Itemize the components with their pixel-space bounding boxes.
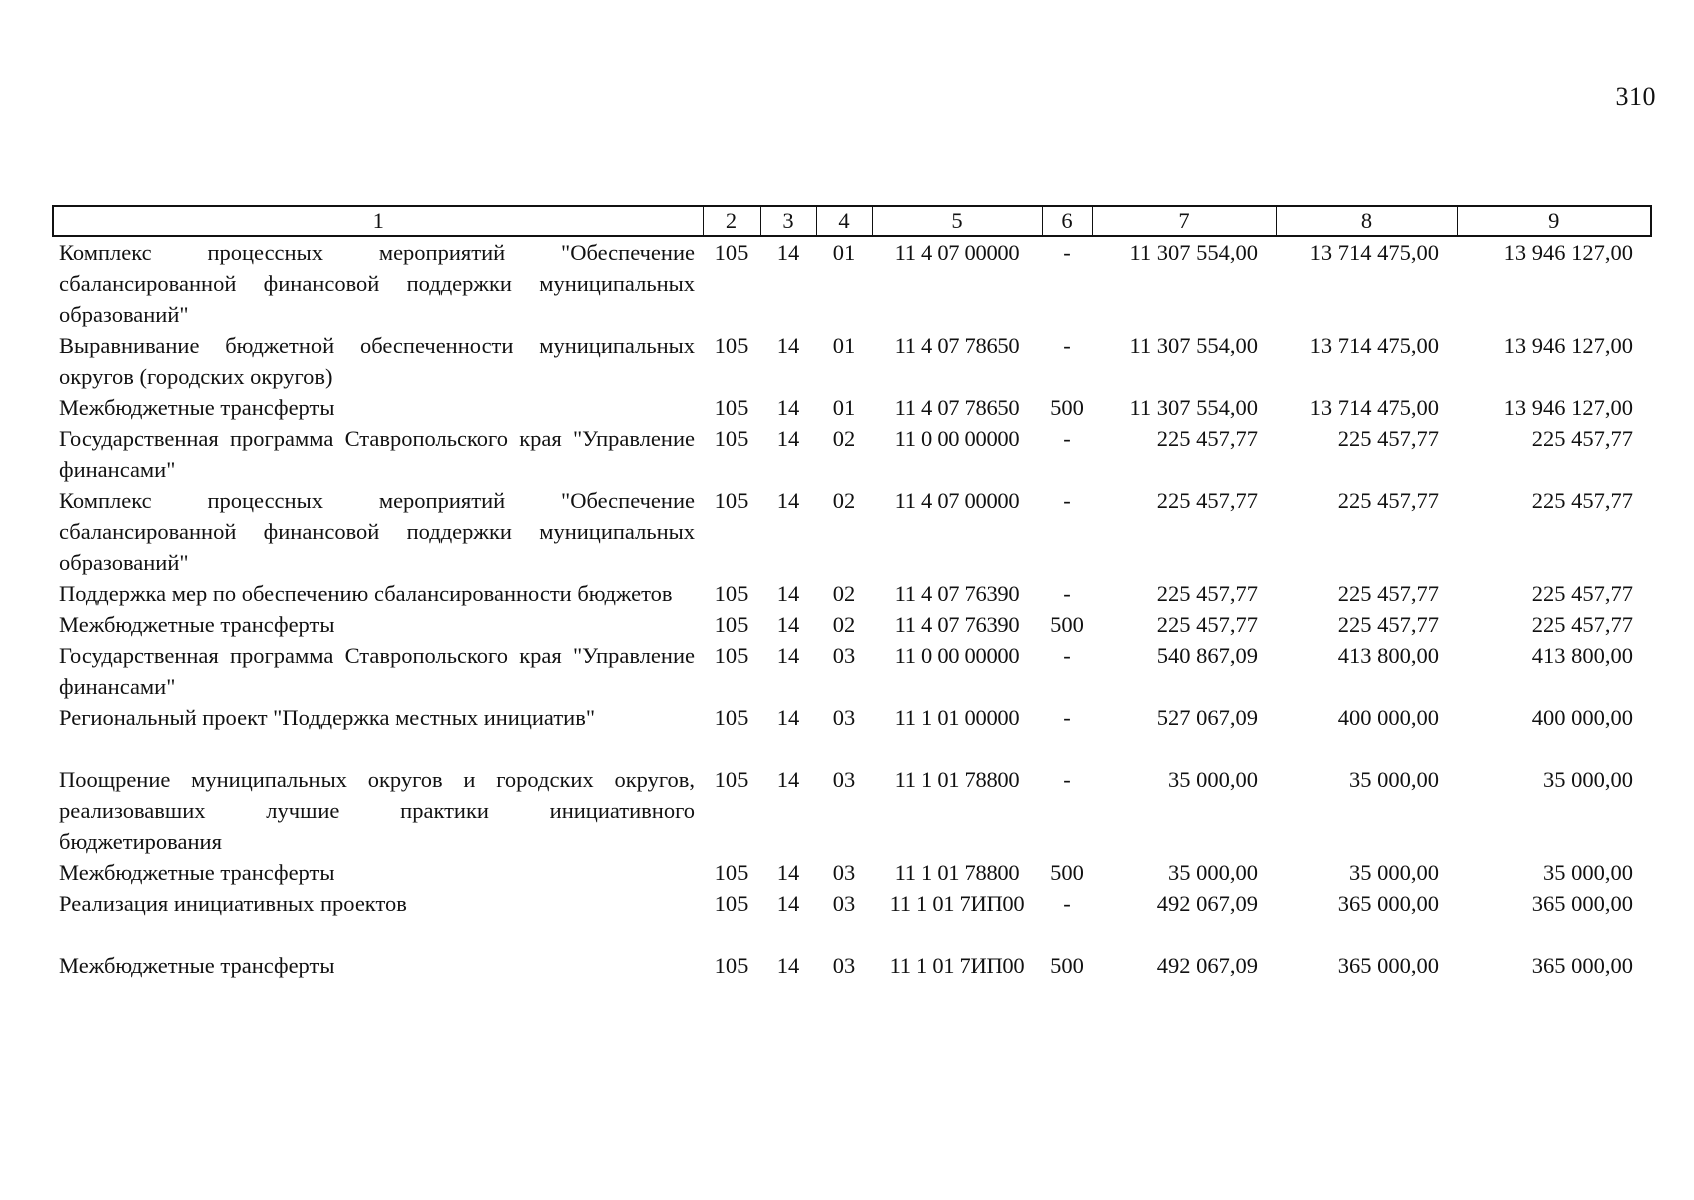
row-col-4: 01 [832,333,856,358]
row-col-7: 492 067,09 [1156,953,1258,978]
row-col-3: 14 [776,612,800,637]
row-col-5: 11 1 01 00000 [894,705,1020,730]
row-col-6: 500 [1050,612,1084,637]
row-name: Поощрение муниципальных округов и городских округов, реализовавших лучшие практики инициативного бюджетирования [59,767,695,854]
header-cell-4: 4 [816,206,872,236]
row-name: Комплекс процессных мероприятий "Обеспечение сбалансированной финансовой поддержки муниципальных образований" [59,240,695,327]
row-col-8: 225 457,77 [1337,426,1439,451]
row-col-4: 03 [832,705,856,730]
row-col-5: 11 4 07 78650 [894,395,1020,420]
row-col-4: 03 [832,767,856,792]
row-col-9: 400 000,00 [1531,705,1633,730]
row-col-9: 35 000,00 [1543,767,1633,792]
row-col-7: 11 307 554,00 [1129,395,1258,420]
row-col-7: 225 457,77 [1156,612,1258,637]
row-col-2: 105 [714,767,749,792]
row-col-8: 35 000,00 [1349,767,1439,792]
table-row [53,578,1651,609]
row-col-5: 11 4 07 76390 [894,581,1020,606]
table-row [53,888,1651,950]
row-col-3: 14 [776,643,800,668]
header-cell-5: 5 [872,206,1042,236]
table-row [53,950,1651,981]
header-cell-2: 2 [703,206,760,236]
table-header [53,206,1651,236]
row-col-7: 225 457,77 [1156,581,1258,606]
row-col-2: 105 [714,860,749,885]
row-name: Государственная программа Ставропольского края "Управление финансами" [59,426,695,482]
table-row [53,640,1651,702]
row-col-8: 413 800,00 [1337,643,1439,668]
row-col-3: 14 [776,426,800,451]
row-col-7: 11 307 554,00 [1129,240,1258,265]
table-body [53,236,1651,981]
row-col-3: 14 [776,581,800,606]
row-name: Межбюджетные трансферты [59,953,335,978]
row-col-9: 225 457,77 [1531,426,1633,451]
row-col-9: 225 457,77 [1531,612,1633,637]
row-col-9: 365 000,00 [1531,953,1633,978]
row-name: Комплекс процессных мероприятий "Обеспечение сбалансированной финансовой поддержки муниципальных образований" [59,488,695,575]
row-col-7: 540 867,09 [1156,643,1258,668]
row-col-2: 105 [714,333,749,358]
row-col-9: 413 800,00 [1531,643,1633,668]
row-col-4: 03 [832,643,856,668]
row-col-2: 105 [714,488,749,513]
row-col-4: 03 [832,891,856,916]
table-row [53,764,1651,857]
row-col-4: 02 [832,612,856,637]
row-col-9: 13 946 127,00 [1503,333,1633,358]
page-number: 310 [1615,82,1656,111]
row-col-2: 105 [714,240,749,265]
row-col-3: 14 [776,333,800,358]
row-col-9: 13 946 127,00 [1503,395,1633,420]
header-cell-7: 7 [1092,206,1276,236]
row-col-3: 14 [776,953,800,978]
row-name: Межбюджетные трансферты [59,860,335,885]
row-col-2: 105 [714,426,749,451]
row-col-8: 225 457,77 [1337,612,1439,637]
row-col-6: - [1063,767,1071,792]
row-col-8: 225 457,77 [1337,581,1439,606]
row-col-3: 14 [776,860,800,885]
table-row [53,857,1651,888]
row-col-8: 13 714 475,00 [1309,395,1439,420]
row-col-8: 225 457,77 [1337,488,1439,513]
row-col-4: 02 [832,581,856,606]
row-col-3: 14 [776,240,800,265]
row-col-8: 400 000,00 [1337,705,1439,730]
row-col-7: 527 067,09 [1156,705,1258,730]
row-col-9: 35 000,00 [1543,860,1633,885]
row-col-6: 500 [1050,860,1084,885]
header-cell-3: 3 [760,206,816,236]
row-col-9: 225 457,77 [1531,581,1633,606]
row-col-7: 225 457,77 [1156,426,1258,451]
budget-table [52,205,1652,981]
row-col-9: 225 457,77 [1531,488,1633,513]
row-col-2: 105 [714,395,749,420]
row-col-6: - [1063,581,1071,606]
row-col-4: 02 [832,426,856,451]
row-name: Реализация инициативных проектов [59,891,407,916]
row-col-7: 35 000,00 [1168,860,1258,885]
row-name: Межбюджетные трансферты [59,612,335,637]
row-col-8: 365 000,00 [1337,953,1439,978]
table-row [53,236,1651,330]
row-col-5: 11 4 07 78650 [894,333,1020,358]
row-col-5: 11 4 07 00000 [894,240,1020,265]
row-col-4: 01 [832,395,856,420]
row-name: Выравнивание бюджетной обеспеченности муниципальных округов (городских округов) [59,333,695,389]
row-col-4: 01 [832,240,856,265]
row-col-4: 03 [832,860,856,885]
row-col-2: 105 [714,953,749,978]
row-col-8: 13 714 475,00 [1309,333,1439,358]
row-col-3: 14 [776,891,800,916]
row-name: Межбюджетные трансферты [59,395,335,420]
row-col-2: 105 [714,581,749,606]
table-row [53,485,1651,578]
row-col-6: 500 [1050,953,1084,978]
row-col-7: 225 457,77 [1156,488,1258,513]
row-col-3: 14 [776,488,800,513]
row-col-3: 14 [776,395,800,420]
row-name: Поддержка мер по обеспечению сбалансированности бюджетов [59,581,673,606]
row-col-6: - [1063,891,1071,916]
row-col-9: 365 000,00 [1531,891,1633,916]
row-col-4: 02 [832,488,856,513]
row-col-5: 11 0 00 00000 [894,426,1020,451]
row-col-8: 13 714 475,00 [1309,240,1439,265]
row-col-6: - [1063,643,1071,668]
row-col-7: 35 000,00 [1168,767,1258,792]
row-col-2: 105 [714,891,749,916]
header-row [53,206,1651,236]
header-cell-8: 8 [1276,206,1457,236]
row-col-7: 11 307 554,00 [1129,333,1258,358]
row-col-5: 11 1 01 78800 [894,860,1020,885]
row-col-6: - [1063,426,1071,451]
table-row [53,702,1651,764]
row-col-3: 14 [776,767,800,792]
header-cell-9: 9 [1457,206,1651,236]
row-col-9: 13 946 127,00 [1503,240,1633,265]
row-col-2: 105 [714,705,749,730]
row-col-7: 492 067,09 [1156,891,1258,916]
row-col-5: 11 1 01 78800 [894,767,1020,792]
row-col-5: 11 0 00 00000 [894,643,1020,668]
row-col-6: - [1063,240,1071,265]
row-col-5: 11 4 07 00000 [894,488,1020,513]
row-col-2: 105 [714,612,749,637]
row-col-5: 11 1 01 7ИП00 [889,891,1025,916]
row-col-4: 03 [832,953,856,978]
budget-table-container [52,205,1650,981]
row-col-5: 11 1 01 7ИП00 [889,953,1025,978]
row-col-8: 365 000,00 [1337,891,1439,916]
header-cell-6: 6 [1042,206,1092,236]
row-col-6: - [1063,333,1071,358]
row-col-6: - [1063,488,1071,513]
row-col-3: 14 [776,705,800,730]
table-row [53,392,1651,423]
row-name: Региональный проект "Поддержка местных инициатив" [59,705,596,730]
table-row [53,330,1651,392]
row-col-6: 500 [1050,395,1084,420]
row-col-8: 35 000,00 [1349,860,1439,885]
row-col-6: - [1063,705,1071,730]
row-col-2: 105 [714,643,749,668]
table-row [53,423,1651,485]
header-cell-1: 1 [53,206,703,236]
row-col-5: 11 4 07 76390 [894,612,1020,637]
table-row [53,609,1651,640]
row-name: Государственная программа Ставропольского края "Управление финансами" [59,643,695,699]
